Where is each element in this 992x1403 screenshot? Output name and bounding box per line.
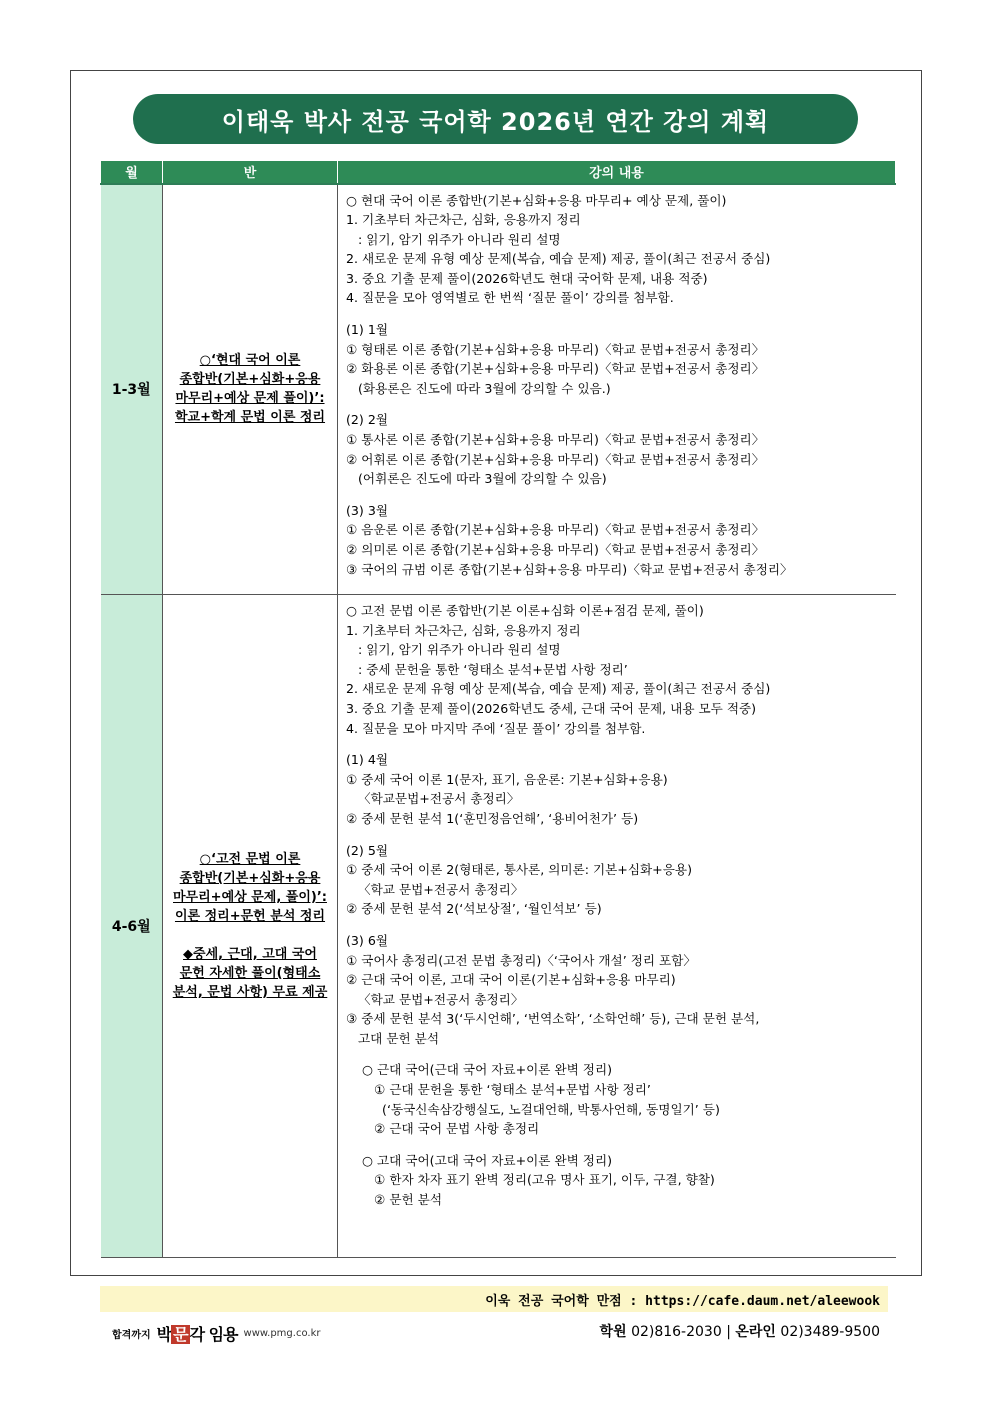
online-label: 온라인 [735, 1324, 776, 1340]
content-cell [338, 184, 896, 595]
content-line: ② 화용론 이론 종합(기본+심화+응용 마무리)〈학교 문법+전공서 총정리〉 [346, 361, 765, 377]
content-line: (2) 5월 [346, 842, 389, 858]
class-line: ○‘고전 문법 이론 [199, 852, 301, 867]
content-line: ① 근대 문헌을 통한 ‘형태소 분석+문법 사항 정리’ [346, 1082, 651, 1098]
contact-divider: | [726, 1324, 731, 1340]
content-line: ② 근대 국어 문법 사항 총정리 [346, 1121, 540, 1137]
content-line: ○ 현대 국어 이론 종합반(기본+심화+응용 마무리+ 예상 문제, 풀이) [346, 192, 727, 208]
content-line: : 읽기, 암기 위주가 아니라 원리 설명 [346, 231, 561, 247]
content-line: ② 어휘론 이론 종합(기본+심화+응용 마무리)〈학교 문법+전공서 총정리〉 [346, 451, 765, 467]
class-cell [163, 184, 338, 595]
content-line: ② 문헌 분석 [346, 1192, 442, 1208]
content-line [346, 489, 890, 501]
content-line [346, 919, 890, 931]
academy-label: 학원 [599, 1324, 627, 1340]
class-line: ◆중세, 근대, 고대 국어 [183, 947, 317, 962]
table-row [101, 184, 896, 595]
content-line: ① 국어사 총정리(고전 문법 총정리)〈‘국어사 개설’ 정리 포함〉 [346, 952, 696, 968]
publisher-logo [112, 1322, 320, 1345]
logo-tagline: 합격까지 [112, 1330, 151, 1341]
content-line: 〈학교 문법+전공서 총정리〉 [346, 881, 524, 897]
content-line [346, 1139, 890, 1151]
content-line: (1) 1월 [346, 322, 389, 338]
class-cell [163, 595, 338, 1258]
content-line: 1. 기초부터 차근차근, 심화, 응용까지 정리 [346, 212, 581, 228]
content-line: (3) 6월 [346, 932, 389, 948]
content-line: ○ 고대 국어(고대 국어 자료+이론 완벽 정리) [346, 1152, 613, 1168]
content-line: ③ 중세 문헌 분석 3(‘두시언해’, ‘번역소학’, ‘소학언해’ 등), 근대 문헌 분석, [346, 1011, 760, 1027]
page-title: 이태욱 박사 전공 국어학 2026년 연간 강의 계획 [133, 94, 858, 144]
content-line: ② 중세 문헌 분석 2(‘석보상절’, ‘월인석보’ 등) [346, 901, 602, 917]
content-line: 4. 질문을 모아 마지막 주에 ‘질문 풀이’ 강의를 첨부함. [346, 720, 646, 736]
class-line: 종합반(기본+심화+응용 [179, 372, 321, 388]
content-line: ① 한자 차자 표기 완벽 정리(고유 명사 표기, 이두, 구결, 향찰) [346, 1172, 715, 1188]
content-line [346, 738, 890, 750]
month-cell: 4-6월 [101, 595, 163, 1258]
logo-brand: 박 문 각 임용 [156, 1325, 238, 1344]
logo-url[interactable]: www.pmg.co.kr [243, 1328, 321, 1339]
class-line: ○‘현대 국어 이론 [199, 353, 301, 369]
content-line: ① 통사론 이론 종합(기본+심화+응용 마무리)〈학교 문법+전공서 총정리〉 [346, 432, 765, 448]
content-line [346, 1048, 890, 1060]
content-line: (화용론은 진도에 따라 3월에 강의할 수 있음.) [346, 380, 611, 396]
content-line: ○ 근대 국어(근대 국어 자료+이론 완벽 정리) [346, 1062, 613, 1078]
content-cell [338, 595, 896, 1258]
contact-info [600, 1321, 880, 1341]
content-line: ② 의미론 이론 종합(기본+심화+응용 마무리)〈학교 문법+전공서 총정리〉 [346, 542, 765, 557]
class-line: 문헌 자세한 풀이(형태소 [179, 966, 321, 981]
content-line: ① 형태론 이론 종합(기본+심화+응용 마무리)〈학교 문법+전공서 총정리〉 [346, 341, 765, 357]
class-line: 마무리+예상 문제, 풀이)’: [173, 890, 327, 905]
content-line: (1) 4월 [346, 752, 389, 768]
content-line: (‘동국신속삼강행실도, 노걸대언해, 박통사언해, 동명일기’ 등) [346, 1101, 720, 1117]
online-phone: 02)3489-9500 [780, 1324, 880, 1340]
content-line: ③ 국어의 규범 이론 종합(기본+심화+응용 마무리)〈학교 문법+전공서 총정리〉 [346, 561, 793, 577]
content-line: 4. 질문을 모아 영역별로 한 번씩 ‘질문 풀이’ 강의를 첨부함. [346, 290, 674, 306]
table-header-row [101, 161, 896, 184]
schedule-table [100, 160, 896, 1258]
content-line: 〈학교 문법+전공서 총정리〉 [346, 991, 524, 1007]
content-line: ② 중세 문헌 분석 1(‘훈민정음언해’, ‘용비어천가’ 등) [346, 810, 639, 826]
content-line: 고대 문헌 분석 [346, 1030, 440, 1046]
month-cell: 1-3월 [101, 184, 163, 595]
class-line: 분석, 문법 사항) 무료 제공 [172, 985, 328, 1000]
content-line: ① 중세 국어 이론 2(형태론, 통사론, 의미론: 기본+심화+응용) [346, 862, 692, 878]
content-line: : 읽기, 암기 위주가 아니라 원리 설명 [346, 642, 561, 658]
content-line: ② 근대 국어 이론, 고대 국어 이론(기본+심화+응용 마무리) [346, 972, 676, 988]
content-line: (어휘론은 진도에 따라 3월에 강의할 수 있음) [346, 471, 607, 487]
academy-phone: 02)816-2030 [631, 1324, 722, 1340]
cafe-banner[interactable]: 이욱 전공 국어학 만점 : https://cafe.daum.net/aleewook [100, 1286, 888, 1312]
class-line: 마무리+예상 문제 풀이)’: [175, 391, 325, 407]
content-line: 3. 중요 기출 문제 풀이(2026학년도 현대 국어학 문제, 내용 적중) [346, 270, 708, 286]
content-line: ○ 고전 문법 이론 종합반(기본 이론+심화 이론+점검 문제, 풀이) [346, 603, 704, 618]
header-class: 반 [163, 161, 338, 184]
content-line: 〈학교문법+전공서 총정리〉 [346, 791, 520, 807]
content-line: ① 음운론 이론 종합(기본+심화+응용 마무리)〈학교 문법+전공서 총정리〉 [346, 522, 765, 538]
content-line: 3. 중요 기출 문제 풀이(2026학년도 중세, 근대 국어 문제, 내용 모두 적중) [346, 700, 757, 716]
content-line: (3) 3월 [346, 502, 389, 518]
content-line [346, 308, 890, 320]
content-line: (2) 2월 [346, 412, 389, 428]
header-month: 월 [101, 161, 163, 184]
class-line [166, 926, 334, 945]
table-row [101, 595, 896, 1258]
content-line: : 중세 문헌을 통한 ‘형태소 분석+문법 사항 정리’ [346, 661, 628, 677]
content-line: ① 중세 국어 이론 1(문자, 표기, 음운론: 기본+심화+응용) [346, 771, 668, 787]
content-line: 2. 새로운 문제 유형 예상 문제(복습, 예습 문제) 제공, 풀이(최근 전공서 중심) [346, 251, 771, 267]
header-content: 강의 내용 [338, 161, 896, 184]
class-line: 이론 정리+문헌 분석 정리 [174, 909, 326, 924]
class-line: 학교+학계 문법 이론 정리 [174, 410, 326, 426]
class-line: 종합반(기본+심화+응용 [179, 871, 321, 886]
content-line [346, 398, 890, 410]
content-line: 2. 새로운 문제 유형 예상 문제(복습, 예습 문제) 제공, 풀이(최근 전공서 중심) [346, 681, 771, 697]
content-line [346, 829, 890, 841]
content-line: 1. 기초부터 차근차근, 심화, 응용까지 정리 [346, 622, 581, 638]
